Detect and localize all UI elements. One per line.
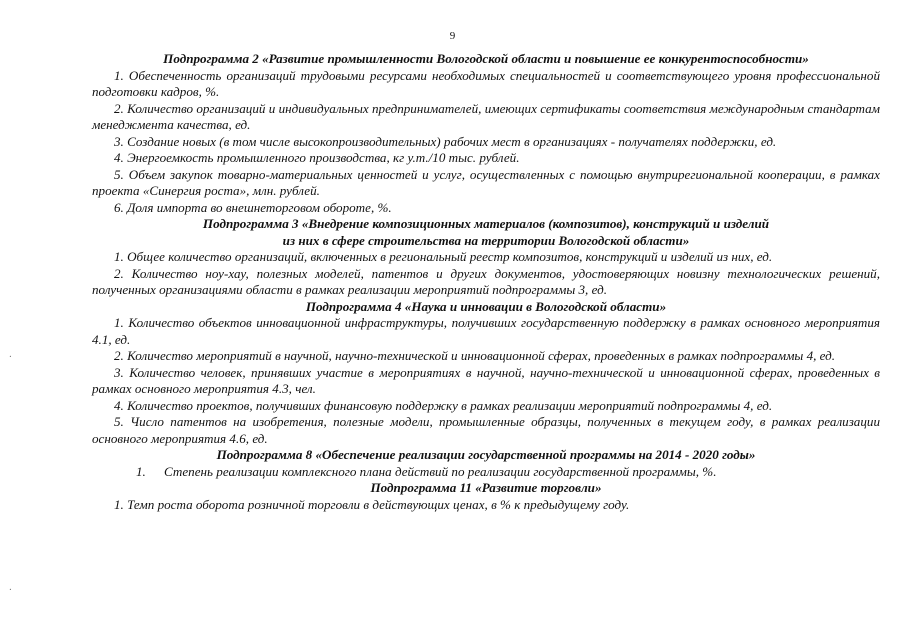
item-text: Степень реализации комплексного плана действий по реализации государственной программы, %. <box>164 463 717 479</box>
margin-mark: · <box>9 352 12 363</box>
indicator-item: 1. Количество объектов инновационной инфраструктуры, получивших государственную поддержку в рамках основного мероприятия 4.1, ед. <box>92 315 880 347</box>
heading-line: Подпрограмма 4 «Наука и инновации в Вологодской области» <box>305 298 667 314</box>
indicator-item: 1. Общее количество организаций, включенных в региональный реестр композитов, конструкций и изделий из них, ед. <box>114 249 773 264</box>
subprogram-3-section <box>92 216 880 299</box>
subprogram-11-heading <box>92 480 880 497</box>
indicator-item: 4. Количество проектов, получивших финансовую поддержку в рамках реализации мероприятий подпрограммы 4, ед. <box>114 397 773 413</box>
subprogram-4-heading <box>92 299 880 316</box>
heading-line: Подпрограмма 11 «Развитие торговли» <box>370 480 602 495</box>
indicator-item: 3. Количество человек, принявших участие в мероприятиях в научной, научно-технической и инновационной сферах, проведенных в рамках основного мероприятия 4.3, чел. <box>92 364 880 396</box>
subprogram-2-section <box>92 51 880 216</box>
indicator-item: 2. Количество ноу-хау, полезных моделей, патентов и других документов, удостоверяющих новизну технологических решений, полученных организациями области в рамках реализации мероприятий подпрограммы 3, ед. <box>92 265 880 297</box>
indicator-item: 5. Объем закупок товарно-материальных ценностей и услуг, осуществленных с помощью внутрирегиональной кооперации, в рамках проекта «Синергия роста», млн. рублей. <box>92 166 880 198</box>
indicator-item: 1. Темп роста оборота розничной торговли в действующих ценах, в % к предыдущему году. <box>114 496 630 512</box>
margin-mark: · <box>9 585 12 596</box>
indicator-item: 2. Количество мероприятий в научной, научно-технической и инновационной сферах, проведенных в рамках подпрограммы 4, ед. <box>114 348 836 363</box>
subprogram-8-heading <box>92 447 880 464</box>
subprogram-2-heading <box>92 51 880 68</box>
subprogram-11-section <box>92 480 880 513</box>
item-number: 1. <box>136 463 146 479</box>
heading-line: Подпрограмма 8 «Обеспечение реализации государственной программы на 2014 - 2020 годы» <box>216 447 756 462</box>
indicator-item <box>92 464 880 481</box>
indicator-item: 4. Энергоемкость промышленного производства, кг у.т./10 тыс. рублей. <box>114 150 520 165</box>
indicator-item: 3. Создание новых (в том числе высокопроизводительных) рабочих мест в организациях - получателях поддержки, ед. <box>114 133 777 149</box>
indicator-item: 5. Число патентов на изобретения, полезные модели, промышленные образцы, полученных в текущем году, в рамках реализации основного мероприятия 4.6, ед. <box>92 414 880 446</box>
page-number: 9 <box>449 30 456 42</box>
indicator-item: 2. Количество организаций и индивидуальных предпринимателей, имеющих сертификаты соответствия международным стандартам менеджмента качества, ед. <box>92 100 880 132</box>
document-body <box>92 51 880 513</box>
indicator-item: 6. Доля импорта во внешнеторговом обороте, %. <box>114 199 392 215</box>
heading-line: из них в сфере строительства на территории Вологодской области» <box>282 232 690 248</box>
heading-line: Подпрограмма 3 «Внедрение композиционных материалов (композитов), конструкций и изделий <box>202 216 770 231</box>
subprogram-4-section <box>92 299 880 448</box>
heading-line: Подпрограмма 2 «Развитие промышленности Вологодской области и повышение ее конкурентоспособности» <box>163 51 809 66</box>
subprogram-3-heading <box>92 216 880 249</box>
subprogram-8-section <box>92 447 880 480</box>
indicator-item: 1. Обеспеченность организаций трудовыми ресурсами необходимых специальностей и соответствующего уровня профессиональной подготовки кадров, %. <box>92 67 880 99</box>
